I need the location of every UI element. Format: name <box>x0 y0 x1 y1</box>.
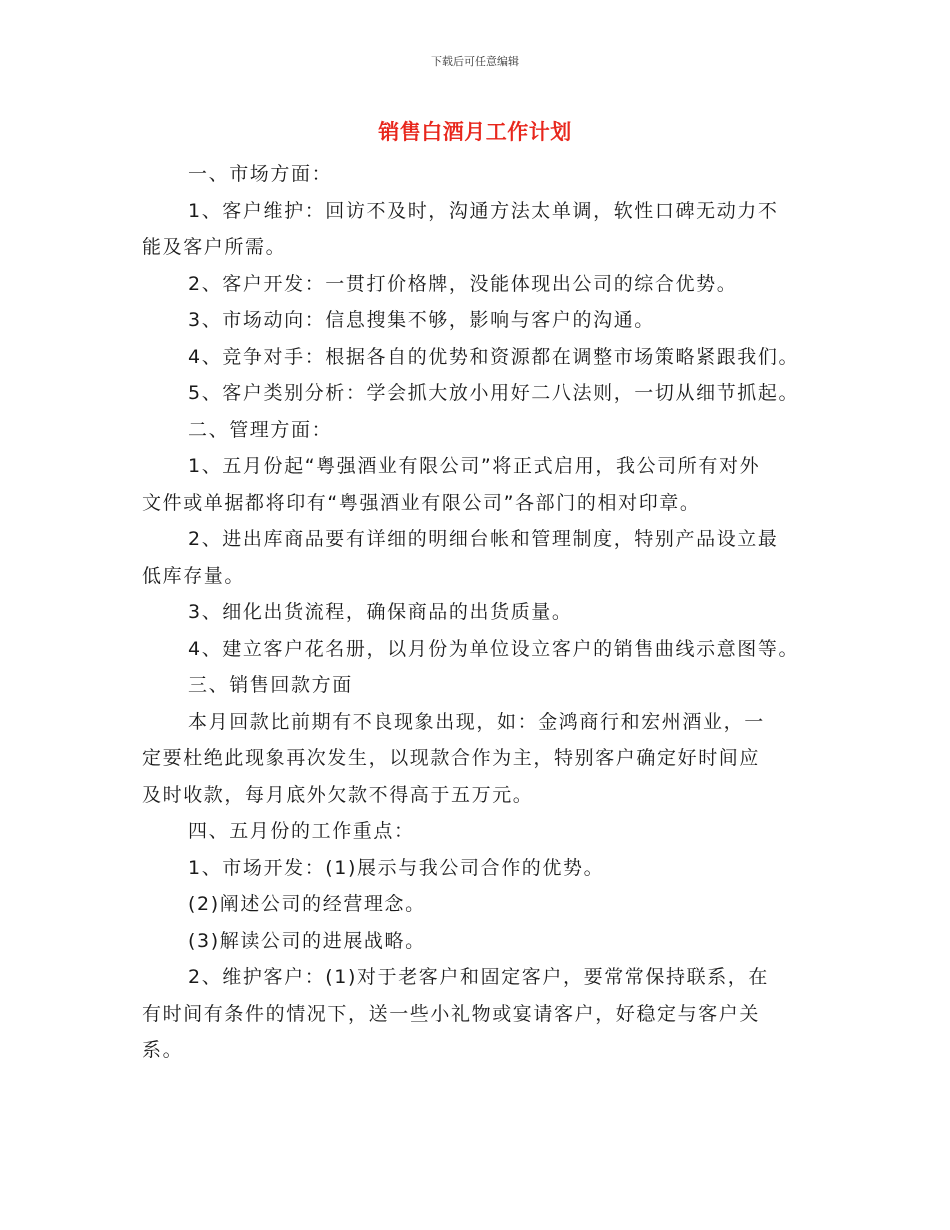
body-line: 4、竞争对手：根据各自的优势和资源都在调整市场策略紧跟我们。 <box>188 345 800 368</box>
body-line: 2、进出库商品要有详细的明细台帐和管理制度，特别产品设立最 <box>188 528 779 550</box>
body-line: 2、维护客户：(1)对于老客户和固定客户，要常常保持联系，在 <box>188 966 770 988</box>
body-line: 1、五月份起“粤强酒业有限公司”将正式启用，我公司所有对外 <box>188 455 761 477</box>
body-line: 3、市场动向：信息搜集不够，影响与客户的沟通。 <box>188 309 655 331</box>
document-title: 销售白酒月工作计划 <box>378 120 572 144</box>
document-body <box>142 156 832 1069</box>
body-line: 1、市场开发：(1)展示与我公司合作的优势。 <box>188 856 605 879</box>
body-line: 及时收款，每月底外欠款不得高于五万元。 <box>142 783 534 806</box>
body-line: 2、客户开发：一贯打价格牌，没能体现出公司的综合优势。 <box>188 272 738 295</box>
body-line: 1、客户维护：回访不及时，沟通方法太单调，软性口碑无动力不 <box>188 199 779 222</box>
body-line: 四、五月份的工作重点： <box>188 820 415 842</box>
body-line: (2)阐述公司的经营理念。 <box>188 893 426 915</box>
body-line: 一、市场方面： <box>188 163 333 185</box>
body-line: 三、销售回款方面 <box>188 674 353 696</box>
body-line: 3、细化出货流程，确保商品的出货质量。 <box>188 601 573 623</box>
body-line: 有时间有条件的情况下，送一些小礼物或宴请客户，好稳定与客户关 <box>142 1002 761 1025</box>
body-line: 定要杜绝此现象再次发生，以现款合作为主，特别客户确定好时间应 <box>142 747 761 769</box>
body-line: 二、管理方面： <box>188 418 333 441</box>
page-header-note: 下载后可任意编辑 <box>431 55 519 68</box>
body-line: 4、建立客户花名册，以月份为单位设立客户的销售曲线示意图等。 <box>188 637 800 660</box>
body-line: 本月回款比前期有不良现象出现，如：金鸿商行和宏州酒业，一 <box>188 710 765 733</box>
body-line: 5、客户类别分析：学会抓大放小用好二八法则，一切从细节抓起。 <box>188 382 800 404</box>
body-line: (3)解读公司的进展战略。 <box>188 929 426 952</box>
body-line: 文件或单据都将印有“粤强酒业有限公司”各部门的相对印章。 <box>142 491 701 514</box>
body-line: 系。 <box>142 1039 184 1061</box>
body-line: 能及客户所需。 <box>142 236 287 258</box>
body-line: 低库存量。 <box>142 564 246 587</box>
